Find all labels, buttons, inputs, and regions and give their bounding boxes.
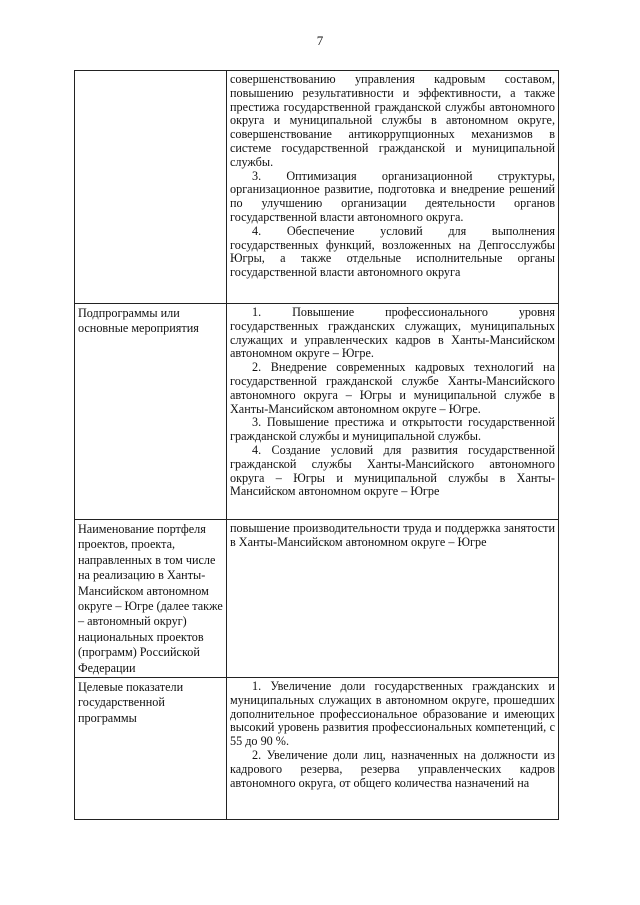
goal-paragraph: 4. Обеспечение условий для выполнения государственных функций, возложенных на Депгосслужбы Югры, а также отдельные исполнительные органы государственной власти автономного округа (230, 223, 555, 280)
row-label-empty (75, 71, 227, 304)
row-content-project-portfolio (227, 520, 559, 678)
goal-paragraph: совершенствованию управления кадровым составом, повышению результативности и эффективности, а также престижа государственной гражданской службы автономного округа и муниципальной службы в автономном округе, совершенствование антикоррупционных механизмов в системе государственной гражданской и муниципальной службы. (230, 72, 555, 169)
row-label-project-portfolio: Наименование портфеля проектов, проекта, направленных в том числе на реализацию в Ханты-Мансийском автономном округе – Югре (далее также – автономный округ) национальных проектов (программ) Российской Федерации (75, 520, 227, 678)
row-label-target-indicators: Целевые показатели государственной программы (75, 678, 227, 820)
row-content-subprograms (227, 304, 559, 520)
indicator-paragraph: 1. Увеличение доли государственных гражданских и муниципальных служащих в автономном округе, прошедших дополнительное профессиональное образование и имеющих высокий уровень развития профессиональных компетенций, с 55 до 90 %. (230, 679, 555, 749)
passport-table (74, 70, 559, 820)
table-row-goals-continuation (75, 71, 559, 304)
table-row-subprograms (75, 304, 559, 520)
row-label-subprograms: Подпрограммы или основные мероприятия (75, 304, 227, 520)
table-row-project-portfolio (75, 520, 559, 678)
table-row-target-indicators (75, 678, 559, 820)
subprogram-paragraph: 2. Внедрение современных кадровых технологий на государственной гражданской службе Ханты-Мансийского автономного округа – Югры и муниципальной службе в Ханты-Мансийском автономном округе – Югре. (230, 360, 555, 416)
subprogram-paragraph: 3. Повышение престижа и открытости государственной гражданской службы и муниципальной службы. (230, 415, 555, 444)
goal-paragraph: 3. Оптимизация организационной структуры, организационное развитие, подготовка и внедрение решений по улучшению организации деятельности органов государственной власти автономного округа. (230, 168, 555, 224)
page-number: 7 (316, 33, 324, 48)
subprogram-paragraph: 1. Повышение профессионального уровня государственных гражданских служащих, муниципальных служащих и управленческих кадров в Ханты-Мансийском автономном округе – Югре. (230, 305, 555, 361)
indicator-paragraph: 2. Увеличение доли лиц, назначенных на должности из кадрового резерва, резерва управленческих кадров автономного округа, от общего количества назначений на (230, 748, 555, 790)
row-content-goals (227, 71, 559, 304)
subprogram-paragraph: 4. Создание условий для развития государственной гражданской службы Ханты-Мансийского автономного округа – Югры и муниципальной службы в Ханты-Мансийском автономном округе – Югре (230, 442, 555, 499)
portfolio-paragraph: повышение производительности труда и поддержка занятости в Ханты-Мансийском автономном округе – Югре (230, 521, 555, 549)
row-content-target-indicators (227, 678, 559, 820)
